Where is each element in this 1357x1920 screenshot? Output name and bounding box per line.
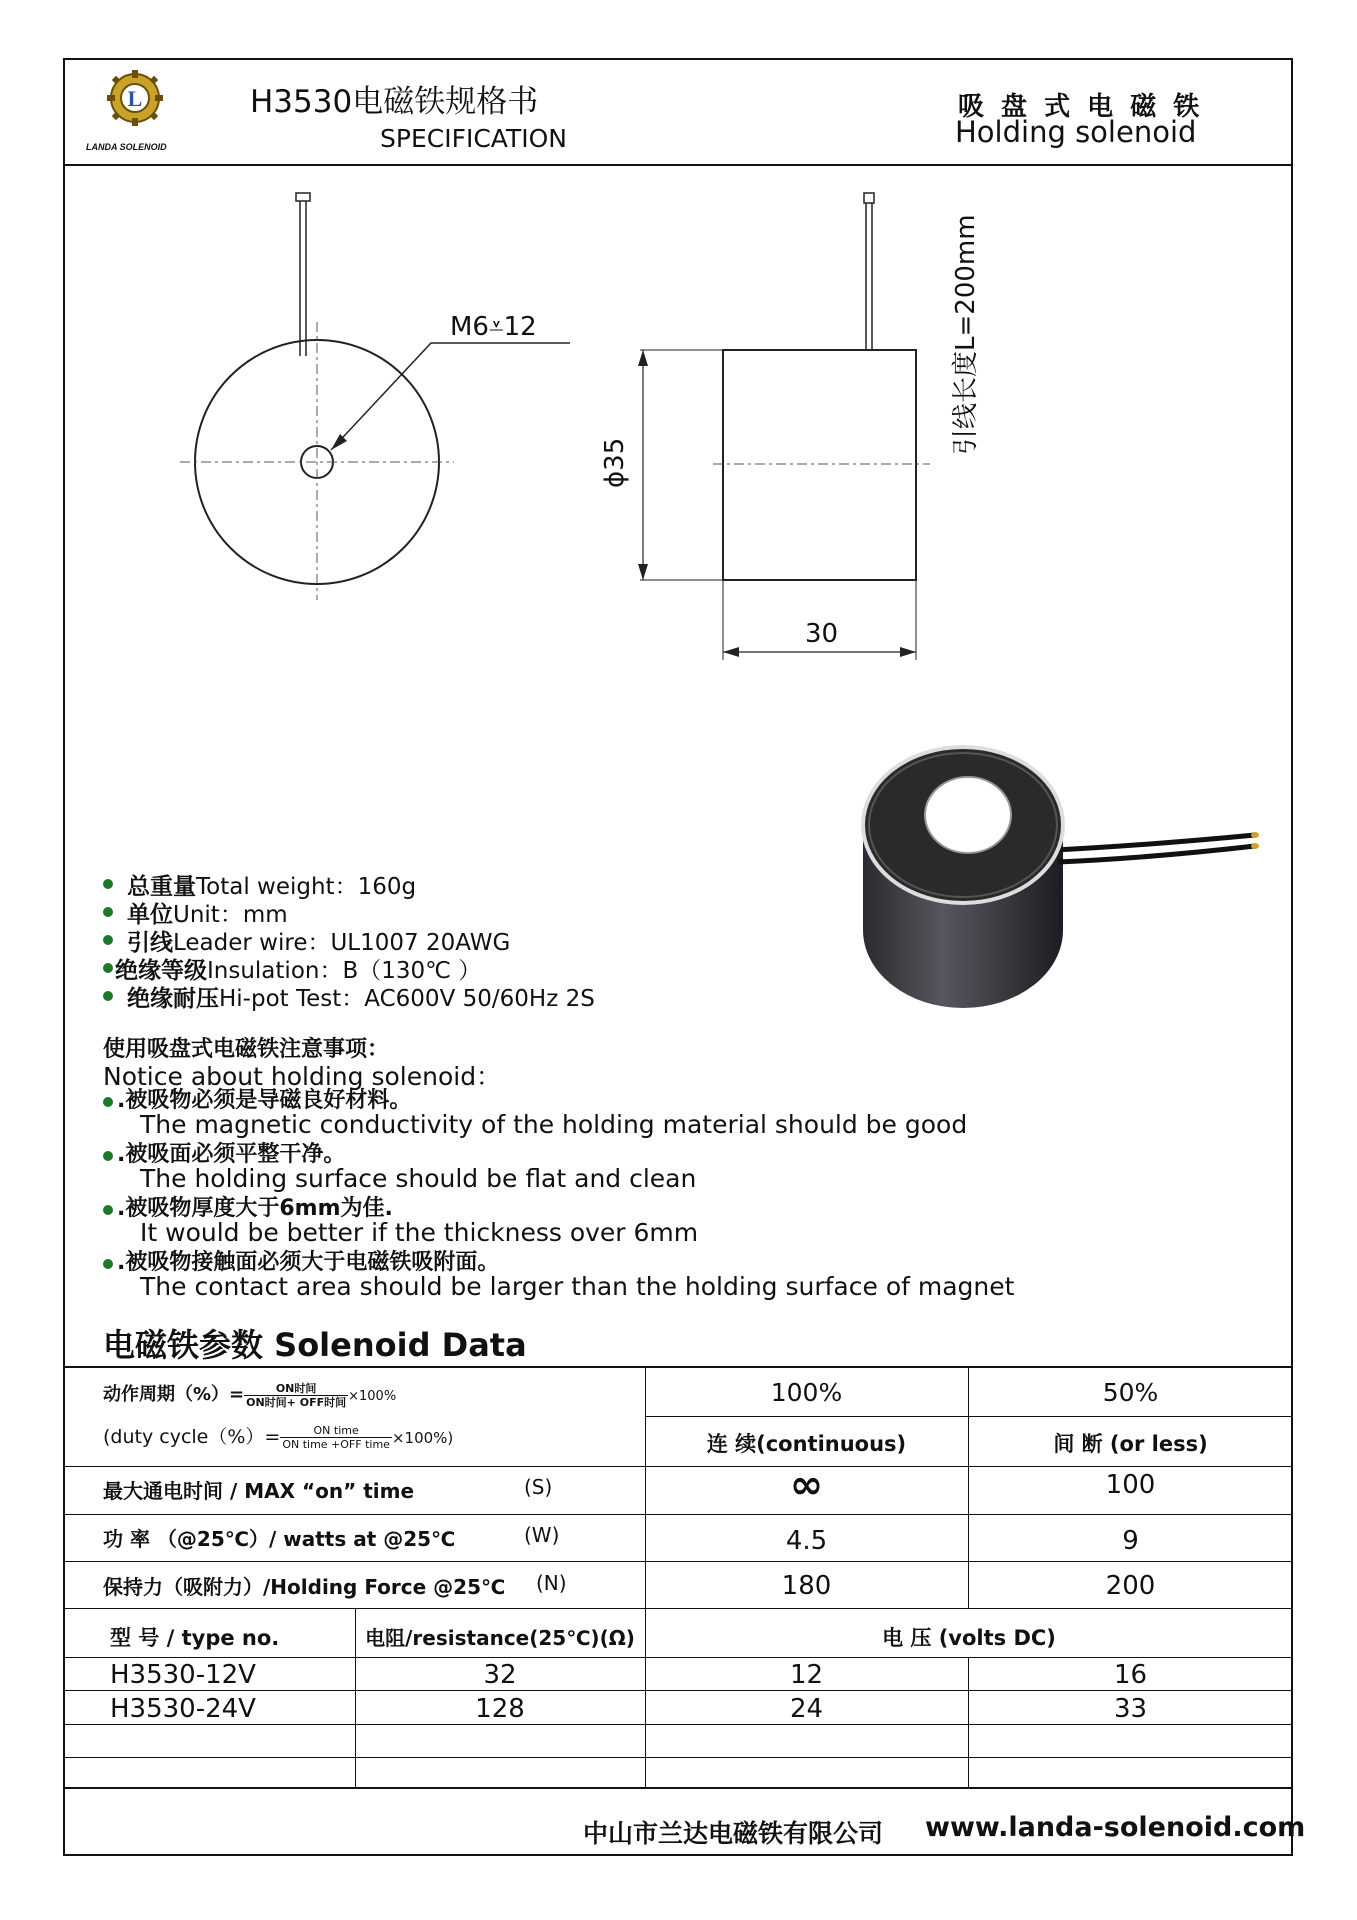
spec-hipot-cn: 绝缘耐压 — [127, 986, 219, 1012]
col-intermittent-header: 间 断 (or less) — [1053, 1432, 1208, 1456]
diameter-label: ϕ35 — [600, 437, 630, 488]
notice-item-cn: .被吸物接触面必须大于电磁铁吸附面。 — [117, 1250, 500, 1275]
bullet-icon — [103, 991, 113, 1001]
spec-unit-en: Unit：mm — [173, 902, 288, 928]
row-value: 9 — [1122, 1526, 1139, 1556]
row-value: 100 — [1105, 1470, 1156, 1500]
spec-weight-en: Total weight：160g — [196, 874, 417, 900]
thread-label: M6⩡12 — [450, 312, 537, 342]
footer-website[interactable]: www.landa-solenoid.com — [925, 1812, 1306, 1843]
duty-en-tail: ×100%) — [391, 1429, 454, 1447]
length-label: 30 — [805, 619, 839, 649]
notice-item-cn: .被吸物必须是导磁良好材料。 — [117, 1088, 412, 1113]
bullet-icon — [103, 1151, 113, 1161]
product-3d-image — [855, 720, 1275, 1020]
duty-cycle-cn — [103, 1380, 396, 1409]
spec-leader-wire-en: Leader wire：UL1007 20AWG — [173, 930, 511, 956]
footer-company: 中山市兰达电磁铁有限公司 — [583, 1819, 884, 1848]
duty-cn-tail: ×100% — [348, 1389, 397, 1404]
spec-unit-cn: 单位 — [127, 902, 173, 928]
notice-title-en: Notice about holding solenoid： — [103, 1062, 502, 1091]
col-continuous-header: 连 续(continuous) — [706, 1432, 907, 1456]
resistance-header: 电阻/resistance(25℃)(Ω) — [365, 1626, 635, 1650]
row-value: ∞ — [789, 1462, 824, 1508]
spec-leader-wire-cn: 引线 — [127, 930, 173, 956]
bullet-icon — [103, 935, 113, 945]
model-voltage: 33 — [1113, 1694, 1148, 1724]
model-resistance: 128 — [475, 1694, 525, 1724]
col-100-header: 100% — [770, 1378, 843, 1407]
duty-cycle-en — [103, 1422, 453, 1451]
technical-drawing — [63, 166, 1293, 686]
col-50-header: 50% — [1102, 1378, 1159, 1407]
svg-text:L: L — [127, 86, 143, 111]
logo-text: LANDA SOLENOID — [86, 142, 167, 152]
data-heading: 电磁铁参数 Solenoid Data — [103, 1326, 527, 1364]
bullet-icon — [103, 879, 113, 889]
product-type-en: Holding solenoid — [955, 115, 1197, 149]
type-header: 型 号 / type no. — [110, 1626, 280, 1650]
bullet-icon — [103, 907, 113, 917]
notice-item-en: The holding surface should be flat and clean — [140, 1164, 697, 1193]
doc-title: H3530电磁铁规格书 — [250, 84, 539, 120]
bullet-icon — [103, 963, 113, 973]
notice-item-en: The contact area should be larger than the holding surface of magnet — [140, 1272, 1015, 1301]
model-type: H3530-12V — [110, 1660, 256, 1690]
spec-hipot-en: Hi-pot Test：AC600V 50/60Hz 2S — [219, 986, 595, 1012]
spec-hipot — [127, 980, 595, 1013]
row-label: 功 率 （@25℃）/ watts at @25℃ — [103, 1527, 456, 1551]
notice-item-en: It would be better if the thickness over 6mm — [140, 1218, 699, 1247]
notice-item-cn: .被吸物厚度大于6mm为佳. — [117, 1196, 393, 1221]
bullet-icon — [103, 1205, 113, 1215]
wire-length-label: 引线长度L=200mm — [951, 214, 981, 455]
bullet-icon — [103, 1097, 113, 1107]
row-label: 最大通电时间 / MAX “on” time — [103, 1479, 415, 1503]
model-voltage: 16 — [1113, 1660, 1148, 1690]
spec-insulation-en: Insulation：B（130℃ ） — [207, 958, 482, 984]
row-label: 保持力（吸附力）/Holding Force @25℃ — [103, 1575, 506, 1599]
duty-cycle-en-label: (duty cycle（%）= — [103, 1426, 281, 1448]
doc-subtitle: SPECIFICATION — [380, 124, 567, 153]
duty-en-numerator: ON time — [280, 1424, 392, 1438]
notice-title-cn: 使用吸盘式电磁铁注意事项： — [103, 1037, 390, 1062]
bullet-icon — [103, 1259, 113, 1269]
row-unit: (W) — [524, 1523, 560, 1547]
duty-cycle-cn-label: 动作周期（%）= — [103, 1384, 245, 1405]
spec-insulation-cn: 绝缘等级 — [115, 958, 207, 984]
spec-weight-cn: 总重量 — [127, 874, 196, 900]
model-voltage: 24 — [789, 1694, 824, 1724]
row-unit: (S) — [524, 1475, 553, 1499]
model-type: H3530-24V — [110, 1694, 256, 1724]
row-value: 180 — [781, 1571, 832, 1601]
row-value: 4.5 — [785, 1526, 828, 1556]
duty-cycle-cn-fraction — [244, 1382, 348, 1409]
duty-cn-numerator: ON时间 — [244, 1382, 348, 1396]
duty-cn-denominator: ON时间+ OFF时间 — [246, 1395, 347, 1409]
logo — [95, 70, 175, 126]
row-value: 200 — [1105, 1571, 1156, 1601]
row-unit: (N) — [536, 1571, 567, 1595]
voltage-header: 电 压 (volts DC) — [882, 1626, 1056, 1650]
duty-en-denominator: ON time +OFF time — [282, 1438, 390, 1451]
duty-cycle-en-fraction — [280, 1424, 392, 1451]
model-resistance: 32 — [483, 1660, 517, 1690]
gear-logo-icon — [95, 70, 175, 126]
product-type-cn: 吸 盘 式 电 磁 铁 — [958, 92, 1204, 122]
notice-item-en: The magnetic conductivity of the holding material should be good — [140, 1110, 968, 1139]
notice-item-cn: .被吸面必须平整干净。 — [117, 1142, 346, 1167]
model-voltage: 12 — [789, 1660, 824, 1690]
